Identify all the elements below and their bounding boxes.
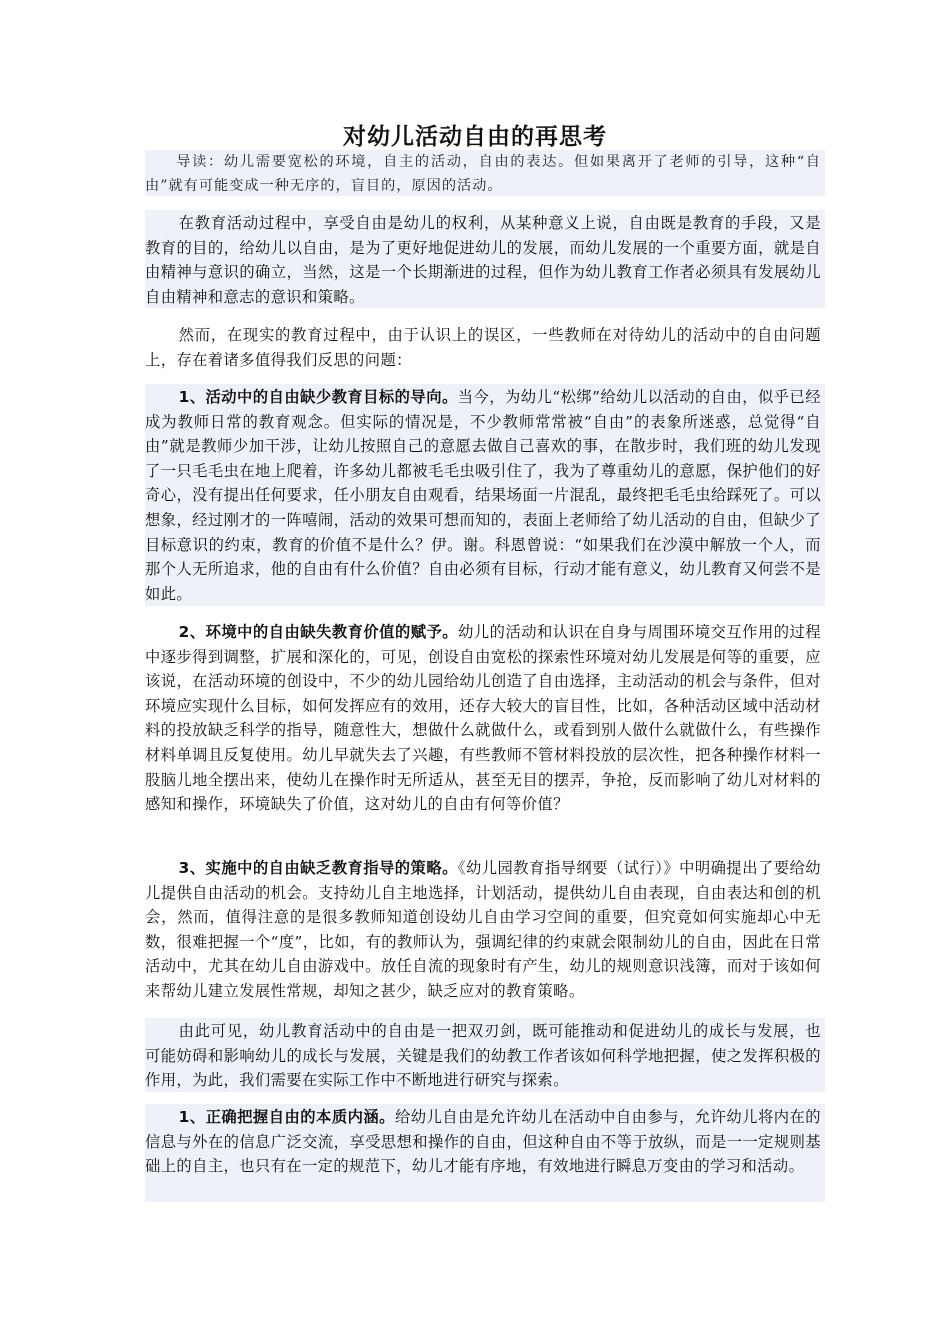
section-body: 当今，为幼儿“松绑”给幼儿以活动的自由，似乎已经成为教师日常的教育观念。但实际的情况是，不少教师常常被“自由”的表象所迷惑，总觉得“自由”就是教师少加干涉，让幼儿按照自己的意愿去做自己喜欢的事，在散步时，我们班的幼儿发现了一只毛毛虫在地上爬着，许多幼儿都被毛毛虫吸引住了，我为了尊重幼儿的意愿，保护他们的好奇心，没有提出任何要求，任小朋友自由观看，结果场面一片混乱，最终把毛毛虫给踩死了。可以想象，经过刚才的一阵嘻闹，活动的效果可想而知的，表面上老师给了幼儿活动的自由，但缺少了目标意识的约束，教育的价值不是什么？伊。谢。科恩曾说：“如果我们在沙漠中解放一个人，而那个人无所追求，他的自由有什么价值？自由必须有目标，行动才能有意义，幼儿教育又何尝不是如此。 [145, 388, 821, 603]
intro-paragraph: 导读：幼儿需要宽松的环境，自主的活动，自由的表达。但如果离开了老师的引导，这种“自由”就有可能变成一种无序的，盲目的，原因的活动。 [145, 154, 821, 194]
paragraph-1: 在教育活动过程中，享受自由是幼儿的权利，从某种意义上说，自由既是教育的手段，又是教育的目的，给幼儿以自由，是为了更好地促进幼儿的发展，而幼儿发展的一个重要方面，就是自由精神与意识的确立，当然，这是一个长期渐进的过程，但作为幼儿教育工作者必须具有发展幼儿自由精神和意志的意识和策略。 [145, 214, 821, 306]
document-title: 对幼儿活动自由的再思考 [343, 124, 607, 150]
paragraph-3 [145, 385, 821, 606]
section-body: 幼儿的活动和认识在自身与周围环境交互作用的过程中逐步得到调整，扩展和深化的，可见，创设自由宽松的探索性环境对幼儿发展是何等的重要，应该说，在活动环境的创设中，不少的幼儿园给幼儿创造了自由选择，主动活动的机会与条件，但对环境应实现什么目标，如何发挥应有的效用，还存大较大的盲目性，比如，各种活动区域中活动材料的投放缺乏科学的指导，随意性大，想做什么就做什么，或看到别人做什么就做什么，有些操作材料单调且反复使用。幼儿早就失去了兴趣，有些教师不管材料投放的层次性，把各种操作材料一股脑儿地全摆出来，使幼儿在操作时无所适从，甚至无目的摆弄，争抢，反而影响了幼儿对材料的感知和操作，环境缺失了价值，这对幼儿的自由有何等价值？ [145, 623, 821, 814]
paragraph-2: 然而，在现实的教育过程中，由于认识上的误区，一些教师在对待幼儿的活动中的自由问题上，存在着诸多值得我们反思的问题： [145, 326, 821, 369]
section-heading: 1、正确把握自由的本质内涵。 [178, 1108, 395, 1126]
paragraph-5 [145, 856, 821, 1004]
section-heading: 1、活动中的自由缺少教育目标的导向。 [178, 388, 458, 406]
paragraph-4 [145, 620, 821, 817]
section-heading: 2、环境中的自由缺失教育价值的赋予。 [178, 623, 459, 641]
section-heading: 3、实施中的自由缺乏教育指导的策略。 [178, 859, 458, 877]
section-body: 《幼儿园教育指导纲要（试行）》中明确提出了要给幼儿提供自由活动的机会。支持幼儿自主地选择，计划活动，提供幼儿自由表现，自由表达和创的机会，然而，值得注意的是很多教师知道创设幼儿自由学习空间的重要，但究竟如何实施却心中无数，很难把握一个“度”，比如，有的教师认为，强调纪律的约束就会限制幼儿的自由，因此在日常活动中，尤其在幼儿自由游戏中。放任自流的现象时有产生，幼儿的规则意识浅簿，而对于该如何来帮幼儿建立发展性常规，却知之甚少，缺乏应对的教育策略。 [145, 859, 821, 1000]
section-body: 给幼儿自由是允许幼儿在活动中自由参与，允许幼儿将内在的信息与外在的信息广泛交流，享受思想和操作的自由，但这种自由不等于放纵，而是一一定规则基础上的自主，也只有在一定的规范下，幼儿才能有序地，有效地进行瞬息万变由的学习和活动。 [145, 1108, 821, 1176]
paragraph-6: 由此可见，幼儿教育活动中的自由是一把双刃剑，既可能推动和促进幼儿的成长与发展，也可能妨碍和影响幼儿的成长与发展，关键是我们的幼教工作者该如何科学地把握，使之发挥积极的作用，为此，我们需要在实际工作中不断地进行研究与探索。 [145, 1022, 821, 1090]
paragraph-7 [145, 1105, 821, 1179]
